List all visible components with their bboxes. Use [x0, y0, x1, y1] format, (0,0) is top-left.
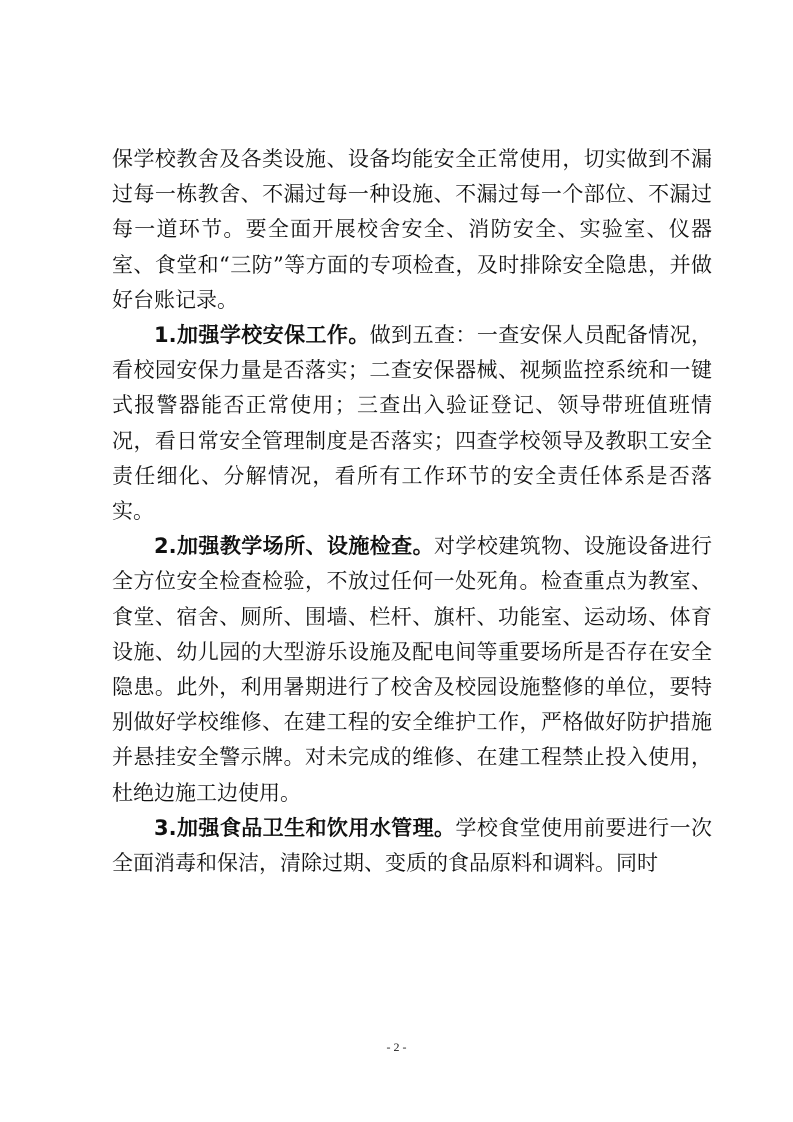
paragraph-4: [112, 811, 712, 881]
body-text: [112, 142, 712, 881]
paragraph-2: [112, 318, 712, 529]
paragraph-2-lead: 1.加强学校安保工作。: [154, 323, 370, 348]
paragraph-4-lead: 3.加强食品卫生和饮用水管理。: [154, 815, 456, 840]
paragraph-1: [112, 142, 712, 318]
paragraph-1-text: 保学校教舍及各类设施、设备均能安全正常使用，切实做到不漏过每一栋教舍、不漏过每一种设施、不漏过每一个部位、不漏过每一道环节。要全面开展校舍安全、消防安全、实验室、仪器室、食堂和“三防”等方面的专项检查，及时排除安全隐患，并做好台账记录。: [112, 147, 712, 312]
paragraph-2-text: 做到五查：一查安保人员配备情况，看校园安保力量是否落实；二查安保器械、视频监控系统和一键式报警器能否正常使用；三查出入验证登记、领导带班值班情况，看日常安全管理制度是否落实；四查学校领导及教职工安全责任细化、分解情况，看所有工作环节的安全责任体系是否落实。: [112, 323, 713, 524]
paragraph-4-text: 学校食堂使用前要进行一次全面消毒和保洁，清除过期、变质的食品原料和调料。同时: [112, 815, 712, 876]
paragraph-3-text: 对学校建筑物、设施设备进行全方位安全检查检验，不放过任何一处死角。检查重点为教室、食堂、宿舍、厕所、围墙、栏杆、旗杆、功能室、运动场、体育设施、幼儿园的大型游乐设施及配电间等重要场所是否存在安全隐患。此外，利用暑期进行了校舍及校园设施整修的单位，要特别做好学校维修、在建工程的安全维护工作，严格做好防护措施并悬挂安全警示牌。对未完成的维修、在建工程禁止投入使用，杜绝边施工边使用。: [112, 534, 712, 805]
paragraph-3-lead: 2.加强教学场所、设施检查。: [154, 534, 434, 559]
paragraph-3: [112, 529, 712, 811]
page-number: - 2 -: [386, 1040, 407, 1054]
